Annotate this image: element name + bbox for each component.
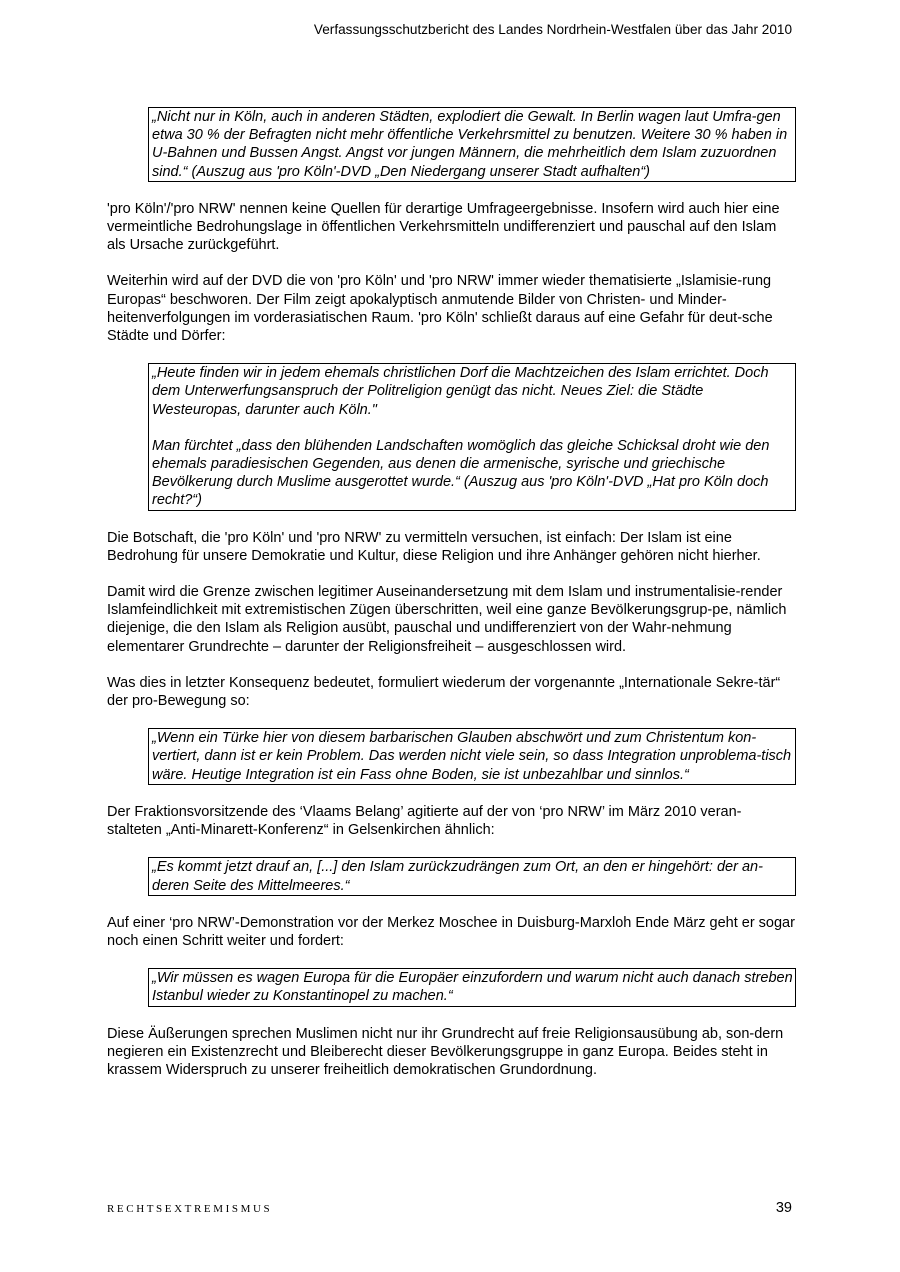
quote-text: Man fürchtet „dass den blühenden Landschaften womöglich das gleiche Schicksal droht wie den ehemals paradiesischen Gegenden, aus denen die armenische, syrische und griechische Bevölkerung durch Muslime ausgerottet wurde.“ (Auszug aus 'pro Köln'-DVD „Hat pro Köln doch recht?“) [152, 437, 770, 509]
quote-box [148, 107, 796, 182]
page-number: 39 [775, 1200, 792, 1216]
quote-text: „Es kommt jetzt drauf an, [...] den Islam zurückzudrängen zum Ort, an den er hingehört: der an-deren Seite des Mittelmeeres.“ [152, 859, 763, 894]
quote-text: „Nicht nur in Köln, auch in anderen Städten, explodiert die Gewalt. In Berlin wagen laut Umfra-gen etwa 30 % der Befragten nicht mehr öffentliche Verkehrsmittel zu benutzen. Weitere 30 % haben in U-Bahnen und Bussen Angst. Angst vor jungen Männern, die mehrheitlich dem Islam zuzuordnen sind.“ (Auszug aus 'pro Köln'-DVD „Den Niedergang unserer Stadt aufhalten“) [152, 109, 788, 180]
quote-text: „Wenn ein Türke hier von diesem barbarischen Glauben abschwört und zum Christentum kon-vertiert, dann ist er kein Problem. Das werden nicht viele sein, so dass Integration unproblema-tisch wäre. Heutige Integration ist ein Fass ohne Boden, sie ist unbezahlbar und sinnlos.“ [152, 730, 792, 783]
body-paragraph: Weiterhin wird auf der DVD die von 'pro Köln' und 'pro NRW' immer wieder thematisierte „Islamisie-rung Europas“ beschworen. Der Film zeigt apokalyptisch anmutende Bilder von Christen- und Minder-heitenverfolgungen im vorderasiatischen Raum. 'pro Köln' schließt daraus auf eine Gefahr für deut-sche Städte und Dörfer: [107, 273, 773, 345]
body-paragraph: 'pro Köln'/'pro NRW' nennen keine Quellen für derartige Umfrageergebnisse. Insofern wird auch hier eine vermeintliche Bedrohungslage in öffentlichen Verkehrsmitteln undifferenziert und pauschal auf den Islam als Ursache zurückgeführt. [107, 200, 780, 254]
quote-text: „Wir müssen es wagen Europa für die Europäer einzufordern und warum nicht auch danach streben Istanbul wieder zu Konstantinopel zu machen.“ [152, 970, 793, 1005]
body-paragraph: Was dies in letzter Konsequenz bedeutet, formuliert wiederum der vorgenannte „Internationale Sekre-tär“ der pro-Bewegung so: [107, 674, 781, 710]
quote-box [148, 728, 796, 785]
running-footer-section: RECHTSEXTREMISMUS [107, 1203, 273, 1215]
running-header: Verfassungsschutzbericht des Landes Nordrhein-Westfalen über das Jahr 2010 [313, 22, 792, 37]
body-paragraph: Die Botschaft, die 'pro Köln' und 'pro NRW' zu vermitteln versuchen, ist einfach: Der Islam ist eine Bedrohung für unsere Demokratie und Kultur, diese Religion und ihre Anhänger gehören nicht hierher. [107, 529, 761, 564]
quote-text: „Heute finden wir in jedem ehemals christlichen Dorf die Machtzeichen des Islam errichtet. Doch dem Unterwerfungsanspruch der Politreligion genügt das nicht. Neues Ziel: die Städte Westeuropas, darunter auch Köln." [152, 365, 769, 418]
body-paragraph: Diese Äußerungen sprechen Muslimen nicht nur ihr Grundrecht auf freie Religionsausübung ab, son-dern negieren ein Existenzrecht und Bleiberecht dieser Bevölkerungsgruppe in ganz Europa. Beides steht in krassem Widerspruch zu unserer freiheitlich demokratischen Grundordnung. [107, 1025, 784, 1078]
quote-box [148, 363, 796, 510]
quote-box [148, 857, 796, 895]
body-paragraph: Damit wird die Grenze zwischen legitimer Auseinandersetzung mit dem Islam und instrumentalisie-render Islamfeindlichkeit mit extremistischen Zügen überschritten, weil eine ganze Bevölkerungsgrup-pe, nämlich diejenige, die den Islam als Religion ausübt, pauschal und undifferenziert von der Wahr-nehmung elementarer Grundrechte – darunter der Religionsfreiheit – ausgeschlossen wird. [107, 584, 787, 655]
document-body [107, 107, 795, 1097]
body-paragraph: Der Fraktionsvorsitzende des ‘Vlaams Belang’ agitierte auf der von ‘pro NRW’ im März 2010 veran-stalteten „Anti-Minarett-Konferenz“ in Gelsenkirchen ähnlich: [107, 803, 742, 839]
quote-box [148, 968, 796, 1006]
body-paragraph: Auf einer ‘pro NRW’-Demonstration vor der Merkez Moschee in Duisburg-Marxloh Ende März geht er sogar noch einen Schritt weiter und fordert: [107, 914, 795, 949]
